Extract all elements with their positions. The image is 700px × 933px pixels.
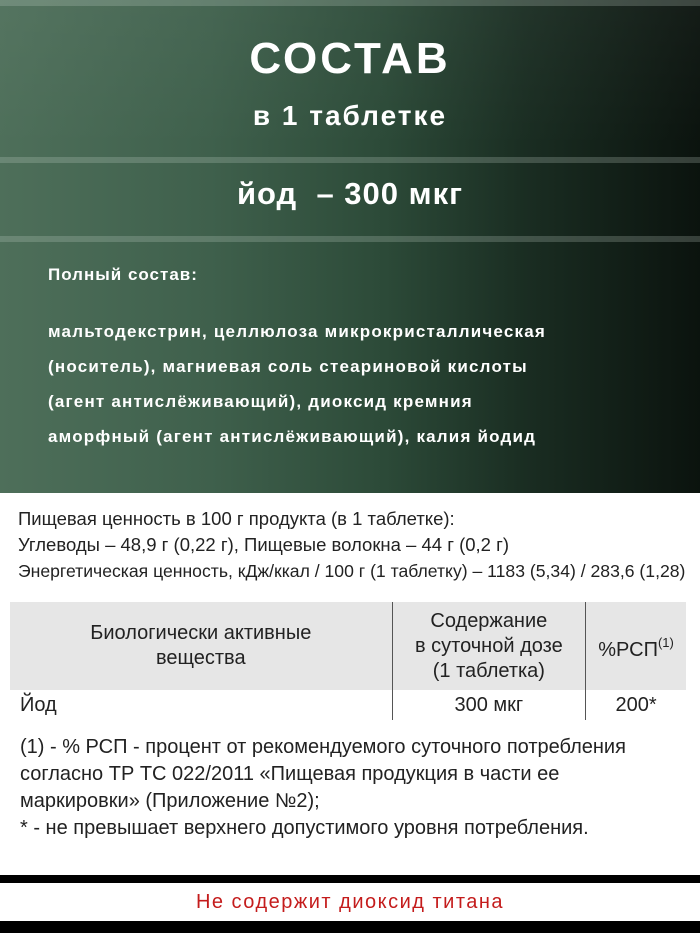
footnote-line: * - не превышает верхнего допустимого уровня потребления. — [20, 817, 589, 839]
header-rsp-label: %РСП — [598, 638, 658, 661]
composition-line: мальтодекстрин, целлюлоза микрокристаллическая — [48, 322, 546, 341]
footnote-line: маркировки» (Приложение №2); — [20, 790, 320, 812]
header-rsp — [586, 602, 686, 690]
nutrition-line: Пищевая ценность в 100 г продукта (в 1 таблетке): — [18, 508, 455, 529]
nutrition-line: Энергетическая ценность, кДж/ккал / 100 г (1 таблетку) – 1183 (5,34) / 283,6 (1,28) — [18, 561, 686, 581]
nutrition-line: Углеводы – 48,9 г (0,22 г), Пищевые волокна – 44 г (0,2 г) — [18, 534, 510, 555]
table-header-row — [10, 602, 686, 690]
composition-label: Полный состав: — [48, 265, 198, 284]
header-substance — [10, 602, 392, 690]
cell-amount: 300 мкг — [392, 690, 586, 720]
page-title: СОСТАВ — [249, 34, 451, 83]
main-dose: йод – 300 мкг — [236, 176, 464, 211]
header-rsp-footnote: (1) — [657, 634, 674, 650]
footnote-line: (1) - % РСП - процент от рекомендуемого суточного потребления — [20, 736, 626, 758]
decor-band — [0, 0, 700, 6]
composition-line: (носитель), магниевая соль стеариновой кислоты — [48, 357, 528, 376]
composition-line: аморфный (агент антислёживающий), калия йодид — [48, 427, 537, 446]
composition-text — [48, 314, 668, 454]
decor-band — [0, 157, 700, 163]
composition-line: (агент антислёживающий), диоксид кремния — [48, 392, 473, 411]
footnote-line: согласно ТР ТС 022/2011 «Пищевая продукция в части ее — [20, 763, 560, 785]
header-amount-line: (1 таблетка) — [432, 659, 545, 682]
header-amount-line: в суточной дозе — [414, 634, 563, 657]
table-row — [10, 690, 686, 720]
page-subtitle: в 1 таблетке — [252, 100, 448, 131]
header-substance-line: вещества — [156, 647, 246, 669]
decor-band — [0, 236, 700, 242]
header-substance-line: Биологически активные — [90, 622, 312, 644]
header-amount — [392, 602, 586, 690]
bio-table — [10, 602, 686, 720]
footnotes — [20, 734, 690, 842]
no-titanium-notice: Не содержит диоксид титана — [0, 883, 700, 921]
cell-rsp: 200* — [615, 693, 657, 716]
nutrition-info — [18, 506, 688, 584]
cell-substance: Йод — [20, 693, 57, 716]
header-amount-line: Содержание — [430, 609, 548, 632]
